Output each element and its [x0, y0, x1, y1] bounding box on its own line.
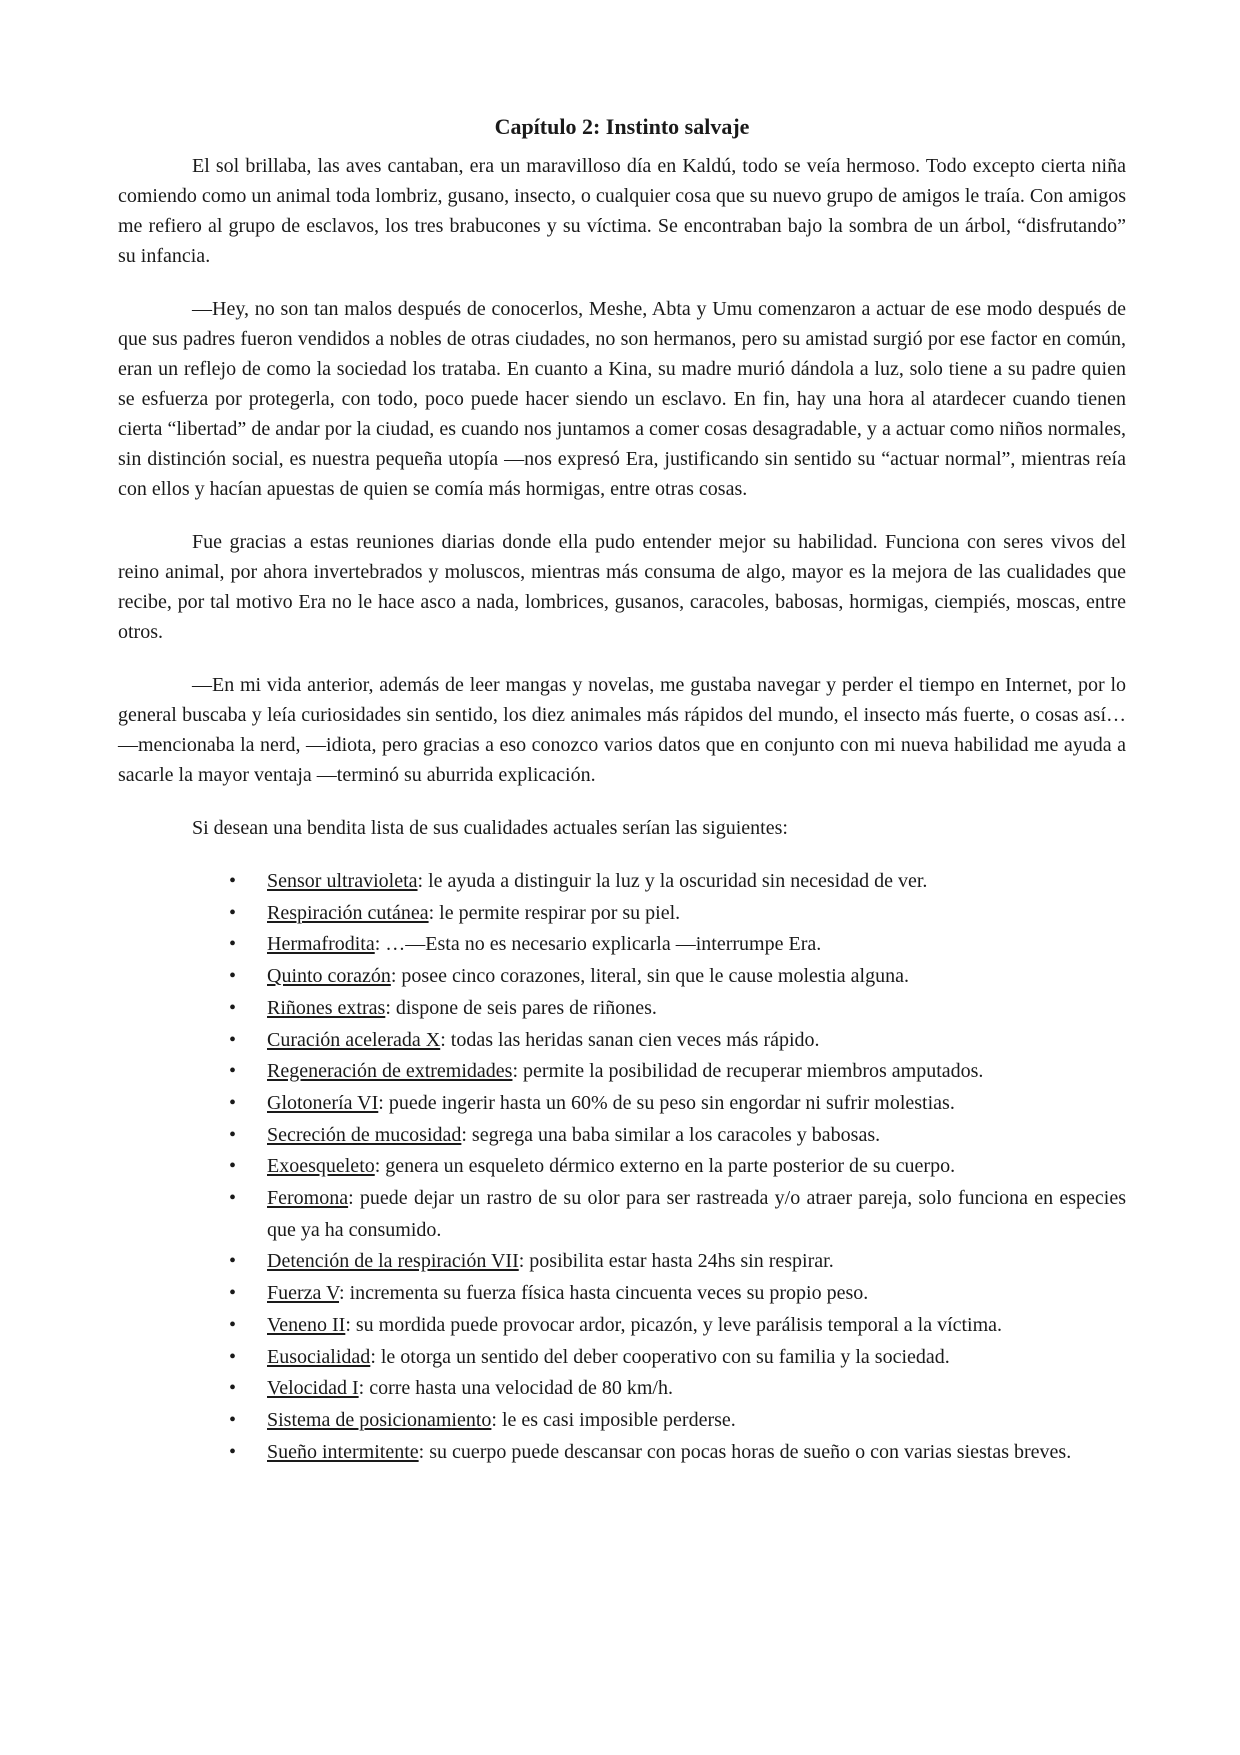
- quality-term: Secreción de mucosidad: [267, 1123, 462, 1146]
- paragraph: —Hey, no son tan malos después de conocerlos, Meshe, Abta y Umu comenzaron a actuar de ese modo después de que sus padres fueron vendidos a nobles de otras ciudades, no son hermanos, pero su amistad surgió por ese factor en común, eran un reflejo de como la sociedad los trataba. En cuanto a Kina, su madre murió dándola a luz, solo tiene a su padre quien se esfuerza por protegerla, con todo, poco puede hacer siendo un esclavo. En fin, hay una hora al atardecer cuando tienen cierta “libertad” de andar por la ciudad, es cuando nos juntamos a comer cosas desagradable, y a actuar como niños normales, sin distinción social, es nuestra pequeña utopía —nos expresó Era, justificando sin sentido su “actuar normal”, mientras reía con ellos y hacían apuestas de quien se comía más hormigas, entre otras cosas.: [118, 298, 1126, 500]
- bullet-icon: •: [229, 1123, 237, 1146]
- quality-description: : segrega una baba similar a los caracoles y babosas.: [461, 1123, 881, 1146]
- quality-term: Exoesqueleto: [267, 1155, 375, 1178]
- quality-item: [229, 1183, 1126, 1246]
- quality-item: [229, 1342, 1126, 1374]
- bullet-icon: •: [229, 1250, 237, 1273]
- quality-description: : posibilita estar hasta 24hs sin respirar.: [518, 1250, 834, 1273]
- bullet-icon: •: [229, 1313, 237, 1336]
- bullet-icon: •: [229, 870, 237, 892]
- quality-term: Glotonería VI: [267, 1091, 379, 1114]
- quality-item: [229, 866, 1126, 898]
- document-page: [118, 112, 1126, 1468]
- quality-description: : puede ingerir hasta un 60% de su peso sin engordar ni sufrir molestias.: [378, 1091, 955, 1114]
- bullet-icon: •: [229, 1345, 237, 1368]
- quality-description: : corre hasta una velocidad de 80 km/h.: [358, 1377, 673, 1400]
- quality-description: : …—Esta no es necesario explicarla —interrumpe Era.: [374, 933, 822, 956]
- bullet-icon: •: [229, 1440, 237, 1463]
- quality-description: : incrementa su fuerza física hasta cincuenta veces su propio peso.: [339, 1282, 869, 1305]
- quality-item: [229, 1373, 1126, 1405]
- quality-item: [229, 1151, 1126, 1183]
- quality-term: Hermafrodita: [267, 933, 375, 956]
- quality-item: [229, 961, 1126, 993]
- quality-item: [229, 1278, 1126, 1310]
- quality-item: [229, 1088, 1126, 1120]
- paragraph: Fue gracias a estas reuniones diarias donde ella pudo entender mejor su habilidad. Funciona con seres vivos del reino animal, por ahora invertebrados y moluscos, mientras más consuma de algo, mayor es la mejora de las cualidades que recibe, por tal motivo Era no le hace asco a nada, lombrices, gusanos, caracoles, babosas, hormigas, ciempiés, moscas, entre otros.: [118, 531, 1126, 643]
- chapter-title: Capítulo 2: Instinto salvaje: [494, 114, 750, 139]
- quality-description: : permite la posibilidad de recuperar miembros amputados.: [512, 1060, 984, 1083]
- quality-item: [229, 1437, 1126, 1469]
- quality-description: : le es casi imposible perderse.: [491, 1408, 736, 1431]
- quality-description: : todas las heridas sanan cien veces más rápido.: [440, 1028, 820, 1051]
- quality-item: [229, 1310, 1126, 1342]
- quality-description: : dispone de seis pares de riñones.: [385, 996, 657, 1019]
- paragraph: —En mi vida anterior, además de leer mangas y novelas, me gustaba navegar y perder el tiempo en Internet, por lo general buscaba y leía curiosidades sin sentido, los diez animales más rápidos del mundo, el insecto más fuerte, o cosas así… —mencionaba la nerd, —idiota, pero gracias a eso conozco varios datos que en conjunto con mi nueva habilidad me ayuda a sacarle la mayor ventaja —terminó su aburrida explicación.: [118, 674, 1126, 786]
- quality-description: : posee cinco corazones, literal, sin que le cause molestia alguna.: [390, 965, 909, 988]
- bullet-icon: •: [229, 901, 237, 924]
- quality-term: Velocidad I: [267, 1377, 359, 1400]
- bullet-icon: •: [229, 1091, 237, 1114]
- bullet-icon: •: [229, 1028, 237, 1051]
- quality-item: [229, 1056, 1126, 1088]
- quality-item: [229, 898, 1126, 930]
- quality-term: Detención de la respiración VII: [267, 1250, 519, 1273]
- quality-description: : su cuerpo puede descansar con pocas horas de sueño o con varias siestas breves.: [418, 1440, 1072, 1463]
- quality-term: Quinto corazón: [267, 965, 391, 988]
- bullet-icon: •: [229, 1155, 237, 1178]
- quality-item: [229, 1246, 1126, 1278]
- bullet-icon: •: [229, 933, 237, 956]
- quality-term: Feromona: [267, 1187, 349, 1210]
- bullet-icon: •: [229, 1060, 237, 1083]
- quality-term: Regeneración de extremidades: [267, 1060, 513, 1083]
- quality-term: Sensor ultravioleta: [267, 870, 418, 892]
- bullet-icon: •: [229, 965, 237, 988]
- quality-item: [229, 993, 1126, 1025]
- quality-term: Sistema de posicionamiento: [267, 1408, 492, 1431]
- quality-description: : genera un esqueleto dérmico externo en la parte posterior de su cuerpo.: [374, 1155, 956, 1178]
- quality-description: : le ayuda a distinguir la luz y la oscuridad sin necesidad de ver.: [417, 870, 928, 892]
- bullet-icon: •: [229, 1187, 237, 1210]
- quality-term: Veneno II: [267, 1313, 346, 1336]
- quality-item: [229, 1025, 1126, 1057]
- quality-term: Riñones extras: [267, 996, 386, 1019]
- quality-description: : puede dejar un rastro de su olor para ser rastreada y/o atraer pareja, solo funciona en especies que ya ha consumido.: [267, 1187, 1126, 1241]
- qualities-list: [118, 866, 1126, 1468]
- quality-term: Curación acelerada X: [267, 1028, 441, 1051]
- quality-term: Eusocialidad: [267, 1345, 371, 1368]
- quality-item: [229, 1120, 1126, 1152]
- bullet-icon: •: [229, 1282, 237, 1305]
- quality-term: Respiración cutánea: [267, 901, 429, 924]
- quality-term: Sueño intermitente: [267, 1440, 419, 1463]
- quality-description: : su mordida puede provocar ardor, picazón, y leve parálisis temporal a la víctima.: [345, 1313, 1003, 1336]
- bullet-icon: •: [229, 1377, 237, 1400]
- bullet-icon: •: [229, 996, 237, 1019]
- bullet-icon: •: [229, 1408, 237, 1431]
- quality-description: : le otorga un sentido del deber cooperativo con su familia y la sociedad.: [370, 1345, 950, 1368]
- quality-term: Fuerza V: [267, 1282, 340, 1305]
- quality-item: [229, 1405, 1126, 1437]
- paragraph: Si desean una bendita lista de sus cualidades actuales serían las siguientes:: [192, 817, 788, 839]
- quality-description: : le permite respirar por su piel.: [428, 901, 681, 924]
- quality-item: [229, 929, 1126, 961]
- paragraph: El sol brillaba, las aves cantaban, era un maravilloso día en Kaldú, todo se veía hermoso. Todo excepto cierta niña comiendo como un animal toda lombriz, gusano, insecto, o cualquier cosa que su nuevo grupo de amigos le traía. Con amigos me refiero al grupo de esclavos, los tres brabucones y su víctima. Se encontraban bajo la sombra de un árbol, “disfrutando” su infancia.: [118, 155, 1126, 267]
